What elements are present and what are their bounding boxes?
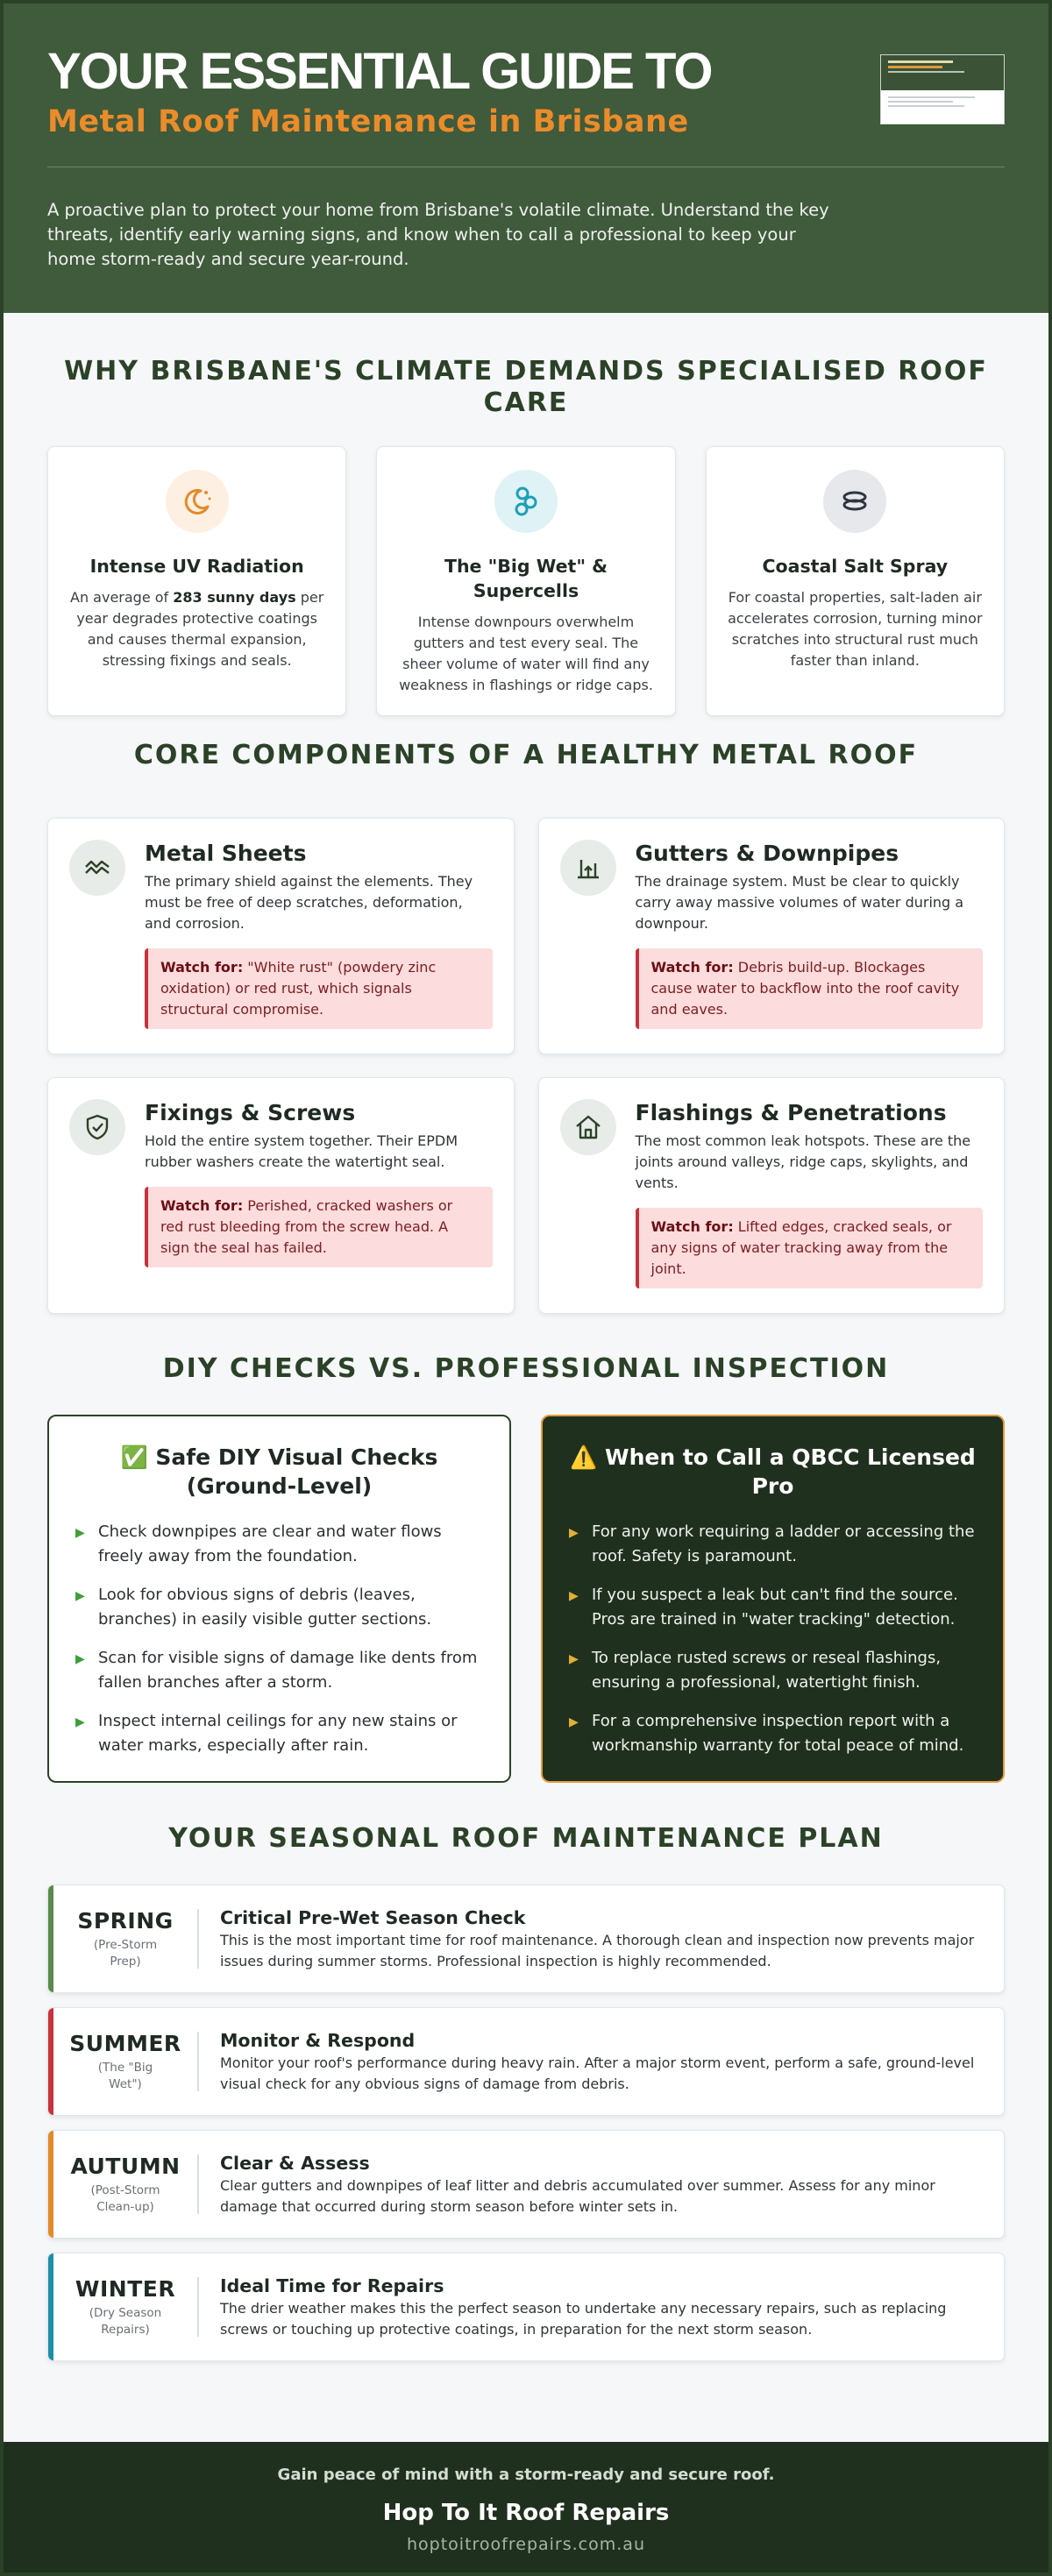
divider	[197, 1909, 199, 1969]
play-bullet-icon: ▶	[569, 1526, 579, 1540]
season-heading: Ideal Time for Repairs	[220, 2274, 444, 2296]
climate-card-uv	[47, 446, 346, 716]
pro-inspection-box	[541, 1415, 1005, 1783]
climate-card-text: Intense downpours overwhelm gutters and test every seal. The sheer volume of water will find any weakness in flashings or ridge caps.	[399, 614, 653, 693]
sun-moon-icon	[166, 470, 229, 533]
climate-card-salt	[706, 446, 1005, 716]
component-heading: Metal Sheets	[145, 841, 307, 866]
list-item: ▶ If you suspect a leak but can't find the source. Pros are trained in "water tracking" detection.	[569, 1586, 958, 1629]
watch-for-note: Watch for: Lifted edges, cracked seals, or any signs of water tracking away from the joint.	[636, 1208, 984, 1288]
seasons-section-title: YOUR SEASONAL ROOF MAINTENANCE PLAN	[168, 1823, 884, 1854]
season-accent-bar	[48, 2131, 53, 2238]
season-name: AUTUMN	[70, 2153, 181, 2179]
season-text: The drier weather makes this the perfect season to undertake any necessary repairs, such as replacing screws or touching up protective coatings, in preparation for the next storm season.	[220, 2299, 947, 2338]
play-bullet-icon: ▶	[75, 1589, 85, 1603]
watch-for-note: Watch for: Perished, cracked washers or red rust bleeding from the screw head. A sign the seal has failed.	[145, 1187, 493, 1267]
pro-list	[569, 1520, 977, 1758]
divider	[197, 2277, 199, 2337]
diy-pro-section-title: DIY CHECKS VS. PROFESSIONAL INSPECTION	[162, 1353, 890, 1384]
season-subtitle: (Pre-Storm Prep)	[93, 1937, 158, 1969]
salt-layers-icon	[823, 470, 886, 533]
diy-pro-comparison	[47, 1415, 1005, 1783]
storm-cluster-icon	[494, 470, 558, 533]
header	[4, 4, 1048, 313]
component-description: Hold the entire system together. Their EPDM rubber washers create the watertight seal.	[145, 1132, 458, 1170]
play-bullet-icon: ▶	[75, 1715, 85, 1729]
component-heading: Gutters & Downpipes	[635, 841, 899, 866]
climate-cards	[47, 446, 1005, 716]
component-description: The most common leak hotspots. These are the joints around valleys, ridge caps, skylights, and vents.	[635, 1132, 971, 1191]
season-heading: Critical Pre-Wet Season Check	[220, 1906, 526, 1928]
divider	[197, 2154, 199, 2214]
component-card-fixings	[47, 1077, 515, 1314]
season-row-summer	[47, 2007, 1005, 2116]
watch-for-note: Watch for: "White rust" (powdery zinc oxidation) or red rust, which signals structural compromise.	[145, 948, 493, 1029]
list-item: ▶ For any work requiring a ladder or accessing the roof. Safety is paramount.	[569, 1522, 975, 1565]
shield-check-icon	[69, 1099, 125, 1155]
components-section-title: CORE COMPONENTS OF A HEALTHY METAL ROOF	[133, 740, 919, 770]
climate-card-heading: Coastal Salt Spray	[762, 556, 949, 577]
diy-checks-box	[47, 1415, 511, 1783]
gutter-icon	[560, 840, 616, 896]
season-accent-bar	[48, 1885, 53, 1992]
list-item: ▶ Inspect internal ceilings for any new stains or water marks, especially after rain.	[75, 1712, 458, 1755]
season-row-autumn	[47, 2130, 1005, 2239]
footer	[4, 2442, 1048, 2572]
diy-heading: ✅ Safe DIY Visual Checks (Ground-Level)	[120, 1444, 438, 1499]
list-item: ▶ Look for obvious signs of debris (leaves, branches) in easily visible gutter sections.	[75, 1586, 432, 1629]
season-row-winter	[47, 2253, 1005, 2361]
season-text: This is the most important time for roof maintenance. A thorough clean and inspection now prevents major issues during summer storms. Professional inspection is highly recommended.	[220, 1931, 975, 1969]
season-accent-bar	[48, 2008, 53, 2115]
component-card-metal-sheets	[47, 818, 515, 1054]
play-bullet-icon: ▶	[569, 1715, 579, 1729]
page-subtitle: Metal Roof Maintenance in Brisbane	[47, 104, 689, 139]
season-subtitle: (The "Big Wet")	[97, 2060, 153, 2091]
list-item: ▶ To replace rusted screws or reseal flashings, ensuring a professional, watertight finish.	[569, 1649, 942, 1692]
season-row-spring	[47, 1884, 1005, 1993]
component-card-gutters	[538, 818, 1006, 1054]
play-bullet-icon: ▶	[75, 1652, 85, 1666]
season-name: WINTER	[75, 2275, 176, 2302]
play-bullet-icon: ▶	[75, 1526, 85, 1540]
divider	[197, 2032, 199, 2091]
list-item: ▶ Check downpipes are clear and water flows freely away from the foundation.	[75, 1522, 442, 1565]
house-icon	[560, 1099, 616, 1155]
seasonal-plan	[47, 1884, 1005, 2375]
component-heading: Flashings & Penetrations	[635, 1100, 947, 1125]
season-name: SPRING	[77, 1907, 174, 1934]
component-card-flashings	[538, 1077, 1006, 1314]
season-text: Monitor your roof's performance during heavy rain. After a major storm event, perform a safe, ground-level visual check for any obvious signs of damage from debris.	[220, 2054, 975, 2092]
wave-sheet-icon	[69, 840, 125, 896]
page-thumbnail	[880, 54, 1005, 124]
season-name: SUMMER	[69, 2030, 181, 2056]
climate-section-title: WHY BRISBANE'S CLIMATE DEMANDS SPECIALISED ROOF CARE	[64, 356, 988, 418]
season-text: Clear gutters and downpipes of leaf litter and debris accumulated over summer. Assess for any minor damage that occurred during storm season before winter sets in.	[220, 2176, 935, 2215]
play-bullet-icon: ▶	[569, 1589, 579, 1603]
component-description: The drainage system. Must be clear to quickly carry away massive volumes of water during a downpour.	[635, 873, 964, 932]
climate-card-heading: Intense UV Radiation	[89, 556, 304, 577]
list-item: ▶ Scan for visible signs of damage like dents from fallen branches after a storm.	[75, 1649, 478, 1692]
season-heading: Clear & Assess	[220, 2152, 370, 2174]
season-accent-bar	[48, 2253, 53, 2360]
component-cards	[47, 818, 1005, 1314]
diy-list	[75, 1520, 483, 1758]
season-subtitle: (Dry Season Repairs)	[89, 2305, 162, 2337]
page-title: YOUR ESSENTIAL GUIDE TO	[47, 43, 712, 100]
component-description: The primary shield against the elements. They must be free of deep scratches, deformation, and corrosion.	[145, 873, 473, 932]
pro-heading: ⚠️ When to Call a QBCC Licensed Pro	[570, 1444, 976, 1499]
climate-card-text: For coastal properties, salt-laden air accelerates corrosion, turning minor scratches into structural rust much faster than inland.	[728, 589, 983, 669]
season-heading: Monitor & Respond	[220, 2029, 416, 2051]
intro-text: A proactive plan to protect your home from Brisbane's volatile climate. Understand the key threats, identify early warning signs, and know when to call a professional to keep your home storm-ready and secure year-round.	[47, 200, 829, 269]
play-bullet-icon: ▶	[569, 1652, 579, 1666]
business-name: Hop To It Roof Repairs	[382, 2500, 670, 2526]
component-heading: Fixings & Screws	[145, 1100, 356, 1125]
footer-tagline: Gain peace of mind with a storm-ready and secure roof.	[277, 2466, 775, 2484]
website-link[interactable]: hoptoitroofrepairs.com.au	[407, 2535, 645, 2554]
climate-card-heading: The "Big Wet" & Supercells	[444, 556, 608, 601]
list-item: ▶ For a comprehensive inspection report with a workmanship warranty for total peace of mind.	[569, 1712, 964, 1755]
season-subtitle: (Post-Storm Clean-up)	[90, 2182, 160, 2214]
watch-for-note: Watch for: Debris build-up. Blockages cause water to backflow into the roof cavity and eaves.	[636, 948, 984, 1029]
climate-card-text: An average of 283 sunny days per year degrades protective coatings and causes thermal expansion, stressing fixings and seals.	[70, 589, 324, 669]
climate-card-wet	[376, 446, 675, 716]
